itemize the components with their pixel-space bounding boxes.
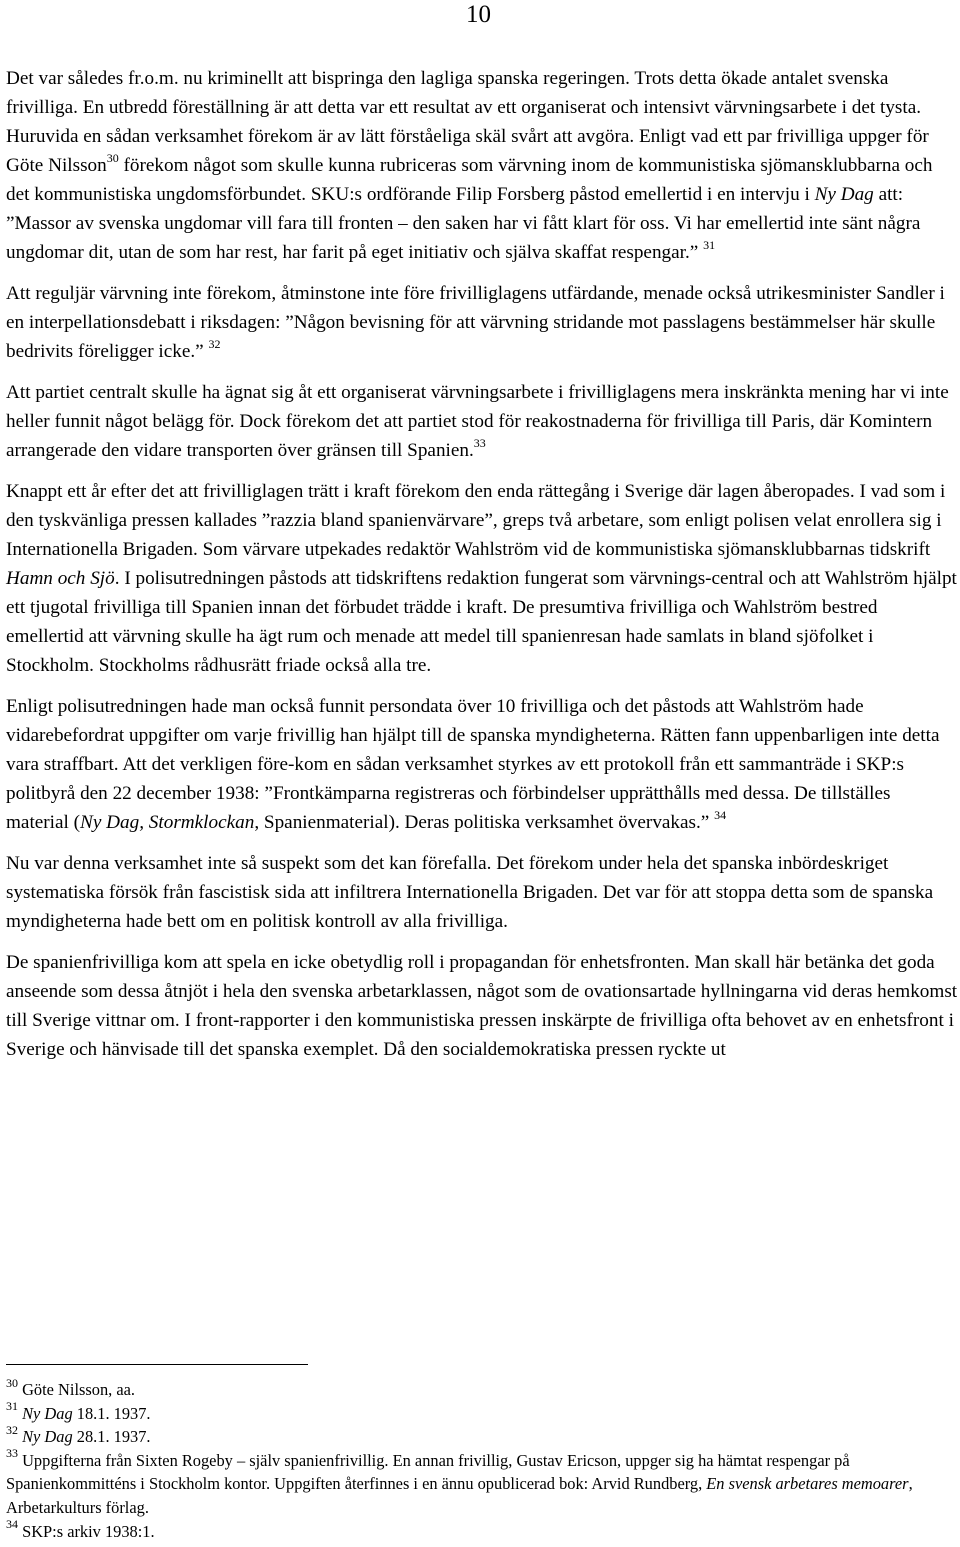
text-run: Nu var denna verksamhet inte så suspekt som det kan förefalla. Det förekom under hela det spanska inbördeskriget systematiska försök från fascistisk sida att infiltrera Internationella Brigaden. Det var för att stoppa detta som de spanska myndigheterna hade bett om en politisk kontroll av alla frivilliga. [6, 853, 934, 932]
paragraph [6, 849, 958, 936]
footnote-ref: 32 [208, 336, 221, 351]
footnote-ref: 34 [6, 1517, 18, 1532]
italic-text: Ny Dag [22, 1427, 73, 1447]
body-text [6, 64, 958, 1076]
footnote-ref: 33 [6, 1446, 18, 1461]
footnote-ref: 31 [703, 237, 716, 252]
paragraph [6, 692, 958, 837]
footnote-ref: 33 [473, 435, 486, 450]
footnote [6, 1517, 958, 1544]
paragraph [6, 279, 958, 366]
footnote [6, 1399, 958, 1426]
text-run: förekom något som skulle kunna rubriceras som värvning inom de kommunistiska sjömansklubbarna och det kommunistiska ungdomsförbundet. SKU:s ordförande Filip Forsberg påstod emellertid i en intervju i [6, 155, 933, 205]
text-run: Göte Nilsson, aa. [18, 1380, 135, 1399]
italic-text: Ny Dag [814, 184, 874, 205]
paragraph [6, 64, 958, 267]
italic-text: Ny Dag, Stormklockan [80, 812, 255, 833]
text-run: att: ”Massor av svenska ungdomar vill fara till fronten – den saken har vi fått klart för oss. Vi har emellertid inte sänt några ungdomar dit, utan de som har rest, har farit på eget initiativ och själva skaffat respengar.” [6, 184, 921, 263]
page-number: 10 [466, 1, 491, 28]
footnote [6, 1422, 958, 1449]
footnote-divider [6, 1364, 308, 1365]
footnote-ref: 32 [6, 1422, 18, 1437]
text-run: Enligt polisutredningen hade man också funnit persondata över 10 frivilliga och det påstods att Wahlström hade vidarebefordrat uppgifter om varje frivillig han hjälpt till de spanska myndigheterna. Rätten fann uppenbarligen inte detta vara straffbart. Att det verkligen före-kom en sådan verksamhet styrkes av ett protokoll från ett sammanträde i SKP:s politbyrå den 22 december 1938: ”Frontkämparna registreras och förbindelser upprätthålls med dessa. De tillställes material ( [6, 696, 940, 833]
footnote [6, 1446, 958, 1520]
text-run: , Arbetarkulturs förlag. [6, 1474, 913, 1517]
text-run: SKP:s arkiv 1938:1. [18, 1521, 155, 1541]
footnote-ref: 31 [6, 1399, 18, 1414]
footnote-ref: 34 [714, 807, 727, 822]
text-run: . I polisutredningen påstods att tidskriftens redaktion fungerat som värvnings-central och att Wahlström hjälpt ett tjugotal frivilliga till Spanien innan det förbudet trädde i kraft. De presumtiva frivilliga och Wahlström bestred emellertid att värvning skulle ha ägt rum och menade att medel till spanienresan hade samlats in bland sjöfolket i Stockholm. Stockholms rådhusrätt friade också alla tre. [6, 568, 957, 676]
text-run: 28.1. 1937. [72, 1427, 151, 1447]
footnote-ref: 30 [106, 150, 119, 165]
text-run: Att reguljär värvning inte förekom, åtminstone inte före frivilliglagens utfärdande, menade också utrikesminister Sandler i en interpellationsdebatt i riksdagen: ”Någon bevisning för att värvning stridande mot passlagens bestämmelser här skulle bedrivits föreligger icke.” [6, 283, 945, 362]
italic-text: Hamn och Sjö [6, 568, 115, 589]
text-run: Att partiet centralt skulle ha ägnat sig åt ett organiserat värvningsarbete i frivilliglagens mera inskränkta mening har vi inte heller funnit något belägg för. Dock förekom det att partiet stod för reakostnaderna för frivilliga till Paris, där Komintern arrangerade den vidare transporten över gränsen till Spanien. [6, 382, 949, 461]
text-run: , Spanienmaterial). Deras politiska verksamhet övervakas.” [254, 812, 715, 833]
paragraph [6, 378, 958, 465]
paragraph [6, 948, 958, 1064]
italic-text: En svensk arbetares memoarer [706, 1474, 909, 1494]
text-run: 18.1. 1937. [72, 1403, 151, 1423]
text-run: Uppgifterna från Sixten Rogeby – själv spanienfrivillig. En annan frivillig, Gustav Ericson, uppger sig ha hämtat respengar på Spanienkommitténs i Stockholm kontor. Uppgiften återfinnes i en ännu opublicerad bok: Arvid Rundberg, [6, 1450, 850, 1494]
text-run: Det var således fr.o.m. nu kriminellt att bispringa den lagliga spanska regeringen. Trots detta ökade antalet svenska frivilliga. En utbredd föreställning är att detta var ett resultat av ett organiserat och intensivt värvningsarbete i det tysta. Huruvida en sådan verksamhet förekom är av lätt förståeliga skäl svårt att avgöra. Enligt vad ett par frivilliga uppger för Göte Nilsson [6, 68, 929, 176]
paragraph [6, 477, 958, 680]
footnotes [6, 1375, 958, 1543]
italic-text: Ny Dag [22, 1403, 73, 1423]
footnote [6, 1375, 958, 1402]
text-run: Knappt ett år efter det att frivilliglagen trätt i kraft förekom den enda rättegång i Sverige där lagen åberopades. I vad som i den tyskvänliga pressen kallades ”razzia bland spanienvärvare”, greps två arbetare, som enligt polisen velat enrollera sig i Internationella Brigaden. Som värvare utpekades redaktör Wahlström vid de kommunistiska sjömansklubbarnas tidskrift [6, 481, 946, 560]
footnote-ref: 30 [6, 1375, 18, 1390]
text-run: De spanienfrivilliga kom att spela en icke obetydlig roll i propagandan för enhetsfronten. Man skall här betänka det goda anseende som dessa åtnjöt i hela den svenska arbetarklassen, något som de ovationsartade hyllningarna vid deras hemkomst till Sverige vittnar om. I front-rapporter i den kommunistiska pressen inskärpte de frivilliga ofta behovet av en enhetsfront i Sverige och hänvisade till det spanska exemplet. Då den socialdemokratiska pressen ryckte ut [6, 952, 958, 1060]
